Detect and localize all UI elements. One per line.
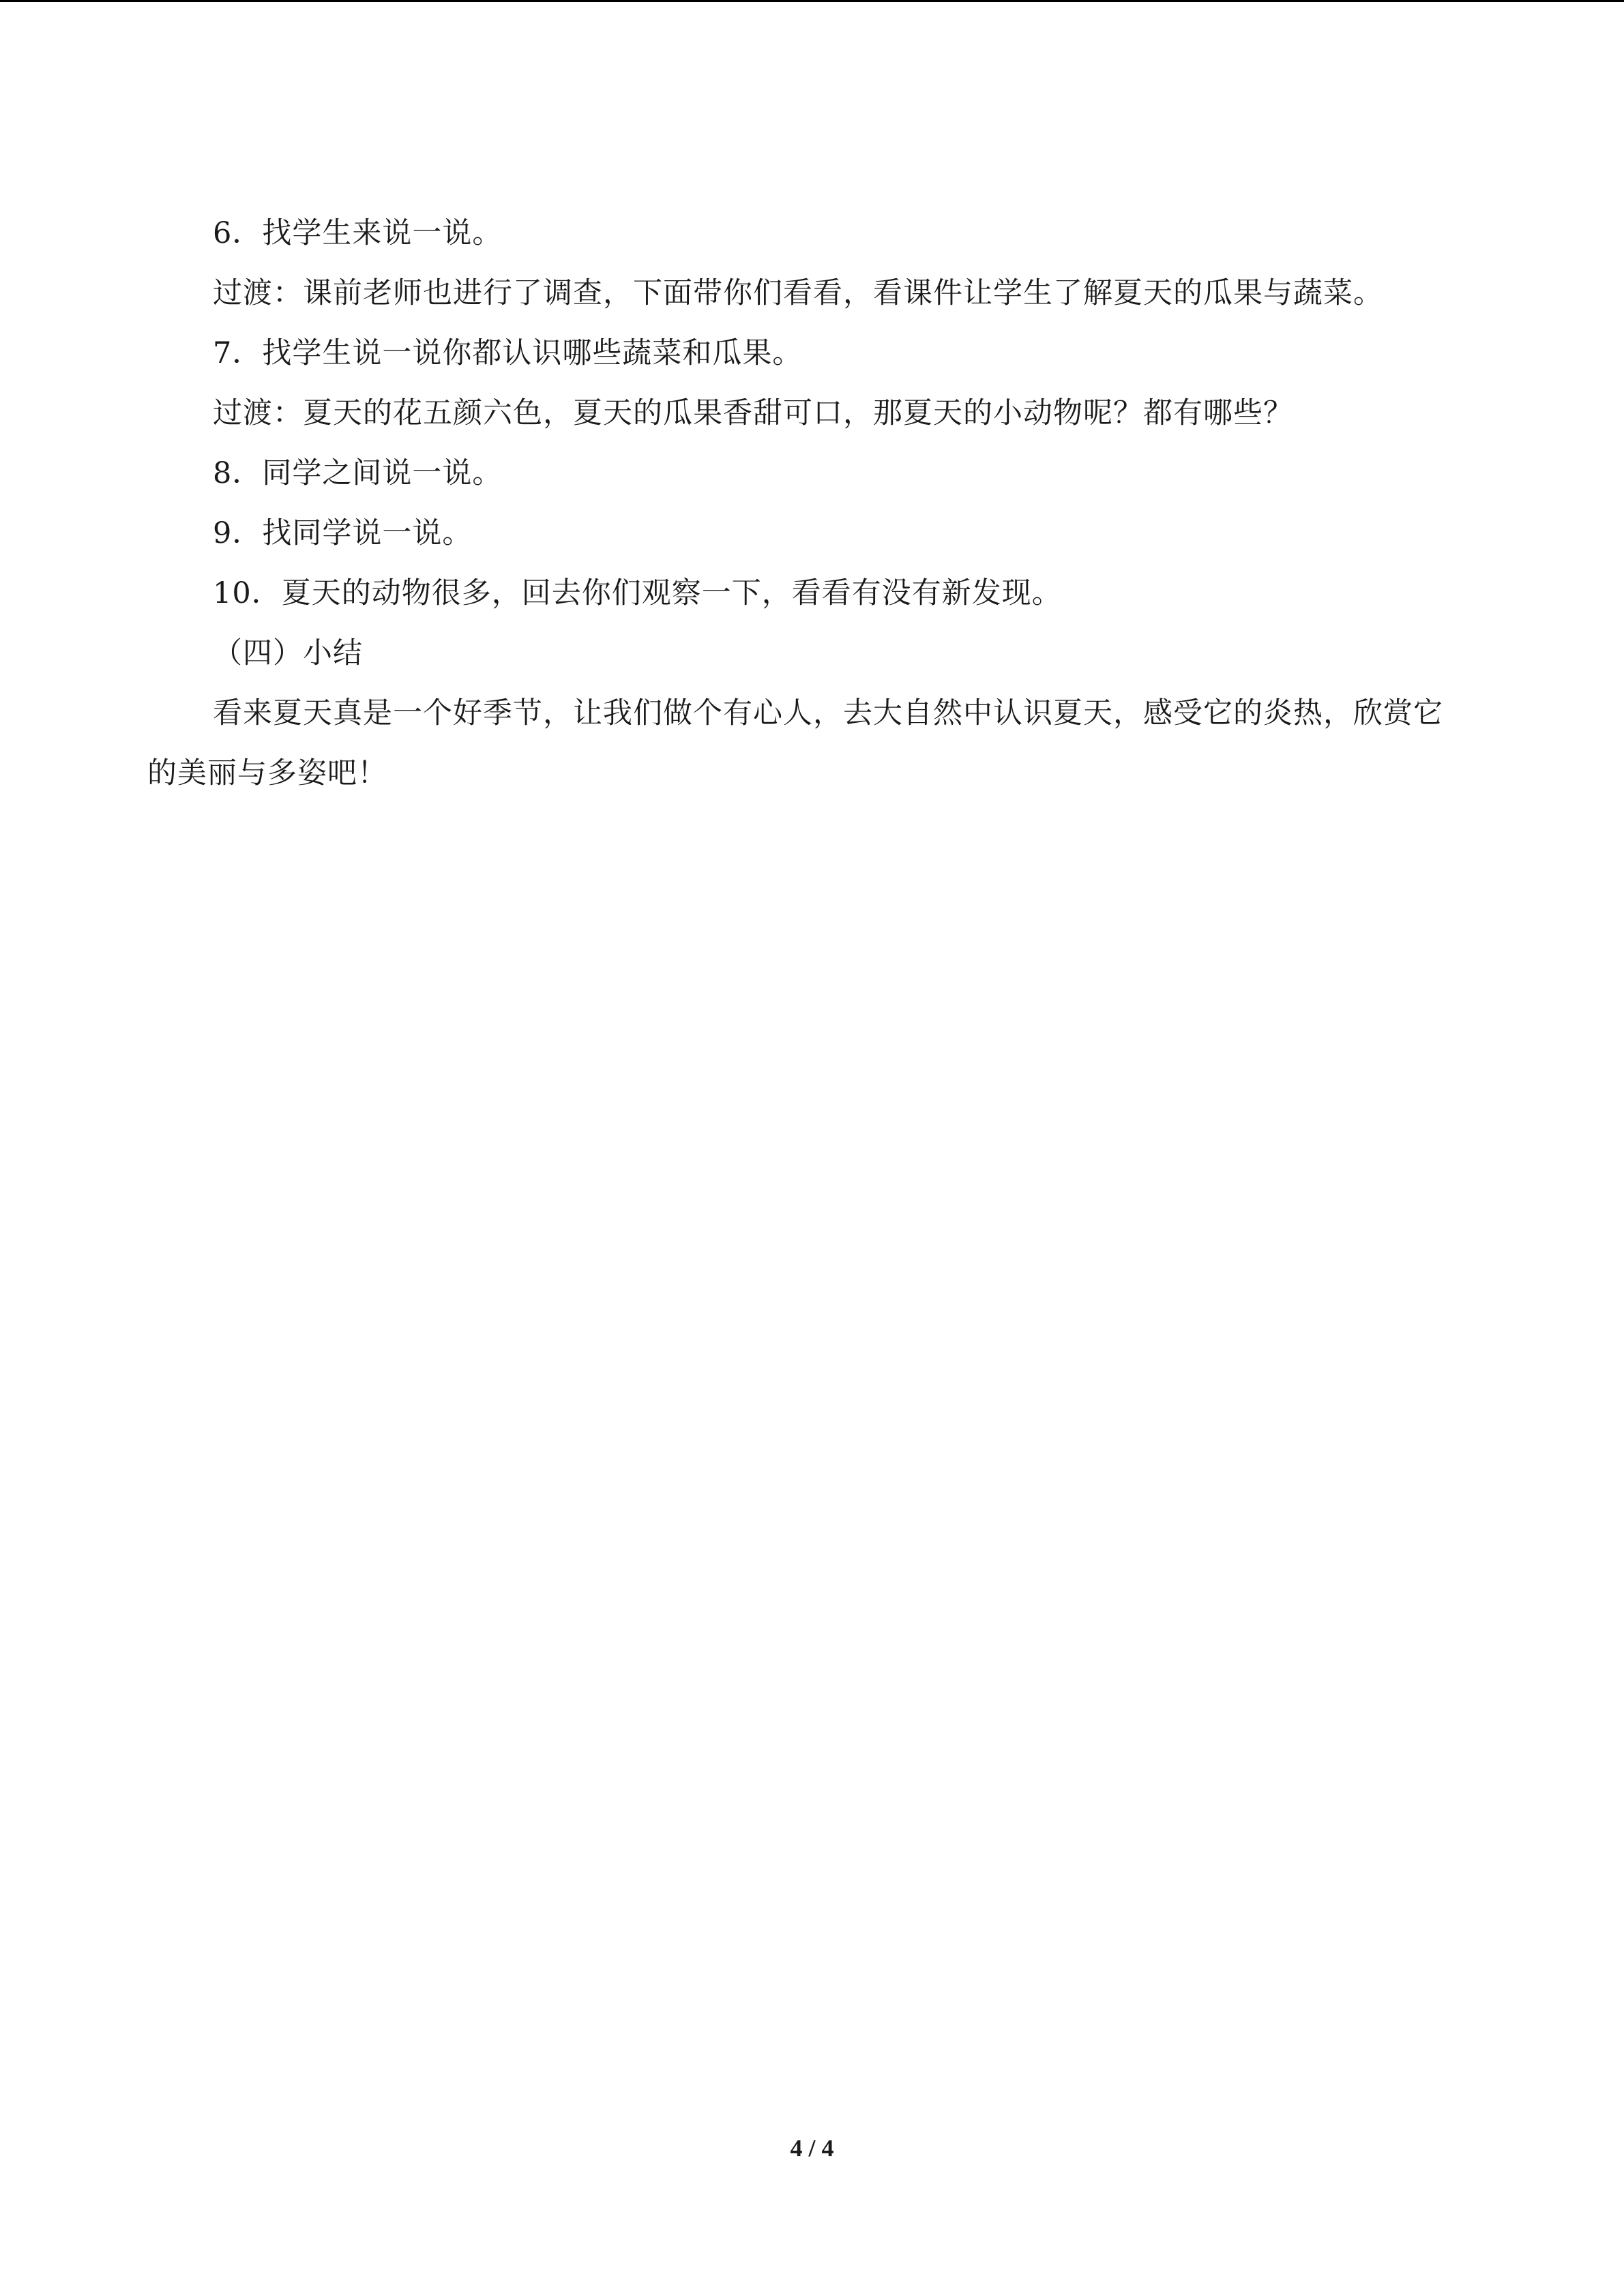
section-heading-summary: （四）小结 bbox=[213, 636, 363, 670]
top-border-line bbox=[0, 0, 1624, 2]
paragraph-step-7: 7．找学生说一说你都认识哪些蔬菜和瓜果。 bbox=[213, 336, 803, 370]
paragraph-step-10: 10．夏天的动物很多，回去你们观察一下，看看有没有新发现。 bbox=[213, 576, 1062, 610]
page-number: 4 / 4 bbox=[790, 2134, 834, 2162]
paragraph-step-8: 8．同学之间说一说。 bbox=[213, 456, 503, 490]
paragraph-transition-2: 过渡：夏天的花五颜六色，夏天的瓜果香甜可口，那夏天的小动物呢？都有哪些？ bbox=[213, 396, 1293, 430]
paragraph-transition-1: 过渡：课前老师也进行了调查，下面带你们看看，看课件让学生了解夏天的瓜果与蔬菜。 bbox=[213, 276, 1383, 310]
paragraph-step-6: 6．找学生来说一说。 bbox=[213, 216, 503, 250]
paragraph-step-9: 9．找同学说一说。 bbox=[213, 516, 473, 550]
paragraph-summary: 看来夏天真是一个好季节，让我们做个有心人，去大自然中认识夏天，感受它的炎热，欣赏它的美丽与多姿吧！ bbox=[147, 696, 1443, 790]
document-body bbox=[147, 203, 1453, 803]
